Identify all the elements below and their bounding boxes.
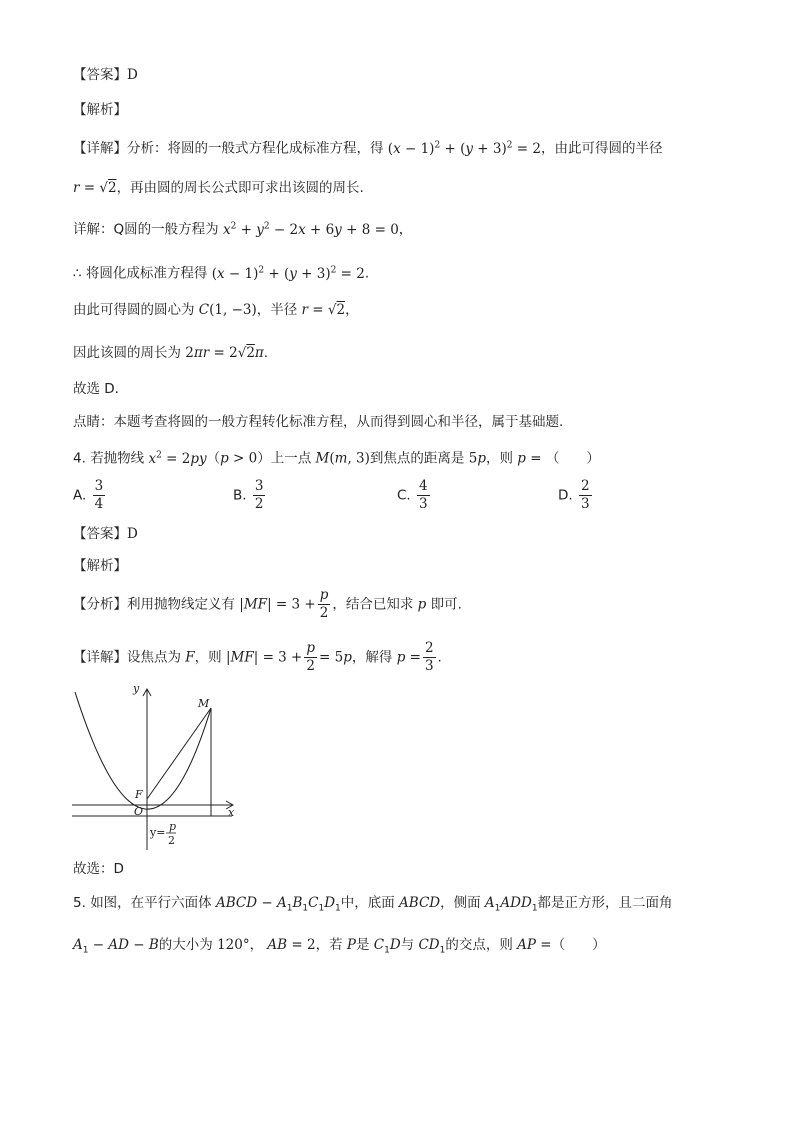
answer-value: D (127, 67, 138, 83)
s3-detail-line: 【详解】分析：将圆的一般式方程化成标准方程，得 $(x - 1)^2 + (y + 3)^2 = 2$，由此可得圆的半径 (73, 140, 663, 157)
q4-options (73, 478, 773, 518)
q4-option-b[interactable]: B. $\frac{3}{2}$ (233, 478, 264, 512)
analysis-tag-2: 【解析】 (73, 558, 127, 574)
x-axis-label: x (228, 806, 235, 819)
analyze-tag: 【分析】 (73, 596, 127, 613)
parabola-curve (75, 692, 211, 809)
s3-radius-line: r = √2，再由圆的周长公式即可求出该圆的周长. (73, 180, 364, 196)
s3-perimeter-line: 因此该圆的周长为 2πr = 2√2π. (73, 345, 269, 361)
q4-choose: 故选：D (73, 861, 124, 877)
answer-tag: 【答案】 (73, 67, 127, 83)
directrix-num: p (169, 820, 177, 833)
s3-radius-eq: r = √2 (73, 180, 117, 196)
parabola-figure (70, 680, 245, 852)
q4-detail-line: 【详解】设焦点为 F，则 |MF| = 3 + $\frac{p}{2}$ = 5p，解得 p = $\frac{2}{3}$ . (73, 640, 442, 674)
analysis-tag-1: 【解析】 (73, 102, 127, 118)
point-m-label: M (198, 697, 210, 710)
directrix-den: 2 (168, 834, 175, 847)
answer-line-1 (73, 65, 138, 85)
q5-stem-line-2: $A_1$ − AD − B的大小为 120°， AB = 2，若 P是 $C_1D$与 $CD_1$的交点，则 AP =（ ） (73, 937, 606, 956)
q4-option-d[interactable]: D. $\frac{2}{3}$ (558, 478, 590, 512)
q4-stem: 4. 若抛物线 $x^2 = 2py(p > 0)$上一点 M(m, 3)到焦点的距离是 5p，则 p = （ ） (73, 450, 600, 467)
s3-general-eq: $x^2 + y^2 - 2x + 6y + 8 = 0$ (222, 221, 399, 238)
detail-tag: 【详解】 (73, 140, 127, 157)
s3-solve-line: 详解：Q圆的一般方程为 $x^2 + y^2 - 2x + 6y + 8 = 0$， (73, 221, 413, 238)
s3-standard-eq: $(x - 1)^2 + (y + 3)^2 = 2$ (387, 140, 541, 157)
origin-label: O (134, 805, 144, 818)
s3-choose: 故选 D. (73, 381, 119, 397)
directrix-label: y= (150, 826, 166, 839)
s3-center-line: 由此可得圆的圆心为 C(1, −3)，半径 r = √2， (73, 302, 359, 318)
q5-stem-line-1: 5. 如图，在平行六面体 ABCD − $A_1B_1C_1D_1$中，底面 ABCD，侧面 $A_1ADD_1$都是正方形，且二面角 (73, 895, 673, 914)
s3-std-line: ∴ 将圆化成标准方程得 $(x - 1)^2 + (y + 3)^2 = 2$. (73, 265, 370, 282)
answer-line-2: 【答案】D (73, 526, 138, 542)
q4-option-c[interactable]: C. $\frac{4}{3}$ (397, 478, 428, 512)
y-axis-label: y (133, 682, 140, 695)
q4-option-a[interactable]: A. $\frac{3}{4}$ (73, 478, 104, 512)
s3-comment: 点睛：本题考查将圆的一般方程转化标准方程，从而得到圆心和半径，属于基础题. (73, 414, 564, 430)
q4-analyze-line: 【分析】利用抛物线定义有 |MF| = 3 + $\frac{p}{2}$ ，结合已知求 p 即可. (73, 587, 462, 621)
point-f-label: F (135, 788, 143, 801)
